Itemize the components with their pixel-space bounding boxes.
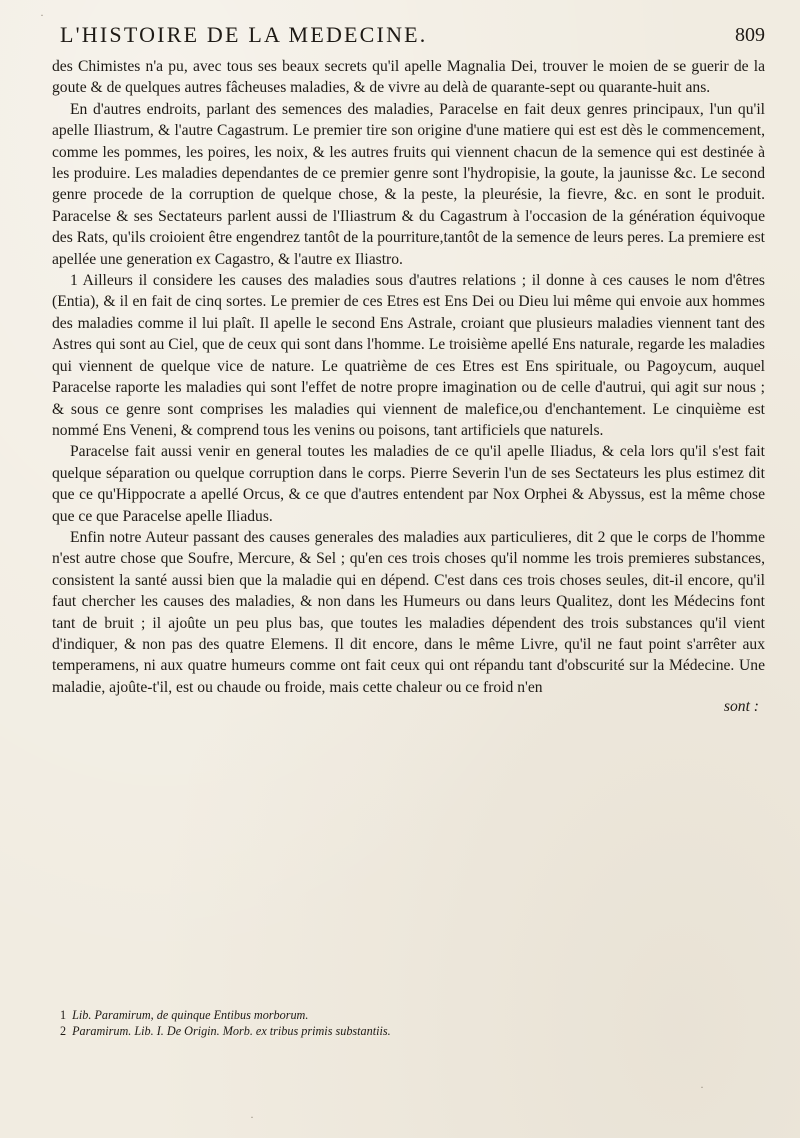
- paper-speck-icon: ·: [40, 8, 44, 22]
- footnote-text: Paramirum. Lib. I. De Origin. Morb. ex tribus primis substantiis.: [72, 1024, 391, 1038]
- running-title: L'HISTOIRE DE LA MEDECINE.: [60, 22, 428, 47]
- footnote-text: Lib. Paramirum, de quinque Entibus morborum.: [72, 1008, 309, 1022]
- footnote-number: 2: [60, 1024, 67, 1038]
- footnote-number: 1: [60, 1008, 67, 1022]
- page-number: 809: [735, 24, 765, 46]
- catchword: sont :: [723, 698, 759, 716]
- paper-speck-icon: ·: [700, 1080, 704, 1094]
- footnote: [60, 1023, 760, 1039]
- main-text: [52, 56, 765, 718]
- paper-speck-icon: ·: [250, 1110, 254, 1124]
- footnotes: [60, 1007, 760, 1039]
- paragraph: Paracelse fait aussi venir en general toutes les maladies de ce qu'il apelle Iliadus, & cela lors qu'il s'est fait quelque séparation ou quelque corruption dans le corps. Pierre Severin l'un de ses Sectateurs les plus estimez dit que ce qu'Hippocrate a apellé Orcus, & ce que d'autres entendent par Nox Orphei & Abyssus, est la même chose que ce que Paracelse apelle Iliadus.: [52, 443, 765, 525]
- paragraph: En d'autres endroits, parlant des semences des maladies, Paracelse en fait deux genres principaux, l'un qu'il apelle Iliastrum, & l'autre Cagastrum. Le premier tire son origine d'une matiere qui est est dès le commencement, comme les pommes, les poires, les noix, & les autres fruits qui viennent chacun de la semence qui est destinée à les produire. Les maladies dependantes de ce premier genre sont l'hydropisie, la goute, la jaunisse &c. Le second genre procede de la corruption de quelque chose, & la peste, la pleurésie, la fievre, &c. en sont le produit. Paracelse & ses Sectateurs parlent aussi de l'Iliastrum & du Cagastrum à l'occasion de la génération équivoque des Rats, qu'ils croioient être engendrez tantôt de la pourriture,tantôt de la semence de leurs peres. La premiere est apellée une generation ex Cagastro, & l'autre ex Iliastro.: [52, 100, 765, 268]
- paragraph: 1 Ailleurs il considere les causes des maladies sous d'autres relations ; il donne à ces causes le nom d'êtres (Entia), & il en fait de cinq sortes. Le premier de ces Etres est Ens Dei ou Dieu lui même qui envoie aux hommes des maladies comme il lui plaît. Il apelle le second Ens Astrale, croiant que plusieurs maladies viennent tant des Astres qui sont au Ciel, que de ceux qui sont dans l'homme. Le troisième apellé Ens naturale, regarde les maladies qui viennent de quelque vice de nature. Le quatrième de ces Etres est Ens spirituale, ou Pagoycum, auquel Paracelse raporte les maladies qui sont l'effet de notre propre imagination ou de celle d'autrui, qui agit sur nous ; & sous ce genre sont comprises les maladies qui viennent de malefice,ou d'enchantement. Le cinquième est nommé Ens Veneni, & comprend tous les venins ou poisons, tant artificiels que naturels.: [52, 272, 765, 439]
- paragraph: Enfin notre Auteur passant des causes generales des maladies aux particulieres, dit 2 que le corps de l'homme n'est autre chose que Soufre, Mercure, & Sel ; qu'en ces trois choses qu'il nomme les trois premieres substances, consistent la santé aussi bien que la maladie qui en dépend. C'est dans ces trois choses seules, dit-il encore, qu'il faut chercher les causes des maladies, & non dans les Humeurs ou dans leurs Qualitez, dont les Médecins font tant de bruit ; il ajoûte un peu plus bas, que toutes les maladies dépendent des trois substances qu'il vient d'indiquer, & non pas des quatre Elemens. Il dit encore, dans le même Livre, qu'il ne faut point s'arrêter aux temperamens, ni aux quatre humeurs comme ont fait ceux qui ont répandu tant d'obscurité sur la Médecine. Une maladie, ajoûte-t'il, est ou chaude ou froide, mais cette chaleur ou ce froid n'en: [52, 528, 765, 696]
- footnote: [60, 1007, 760, 1023]
- paragraph: des Chimistes n'a pu, avec tous ses beaux secrets qu'il apelle Magnalia Dei, trouver le moien de se guerir de la goute & de quelques autres fâcheuses maladies, & de vivre au delà de quarante-sept ou quarante-huit ans.: [52, 58, 765, 97]
- page-header: [60, 22, 765, 56]
